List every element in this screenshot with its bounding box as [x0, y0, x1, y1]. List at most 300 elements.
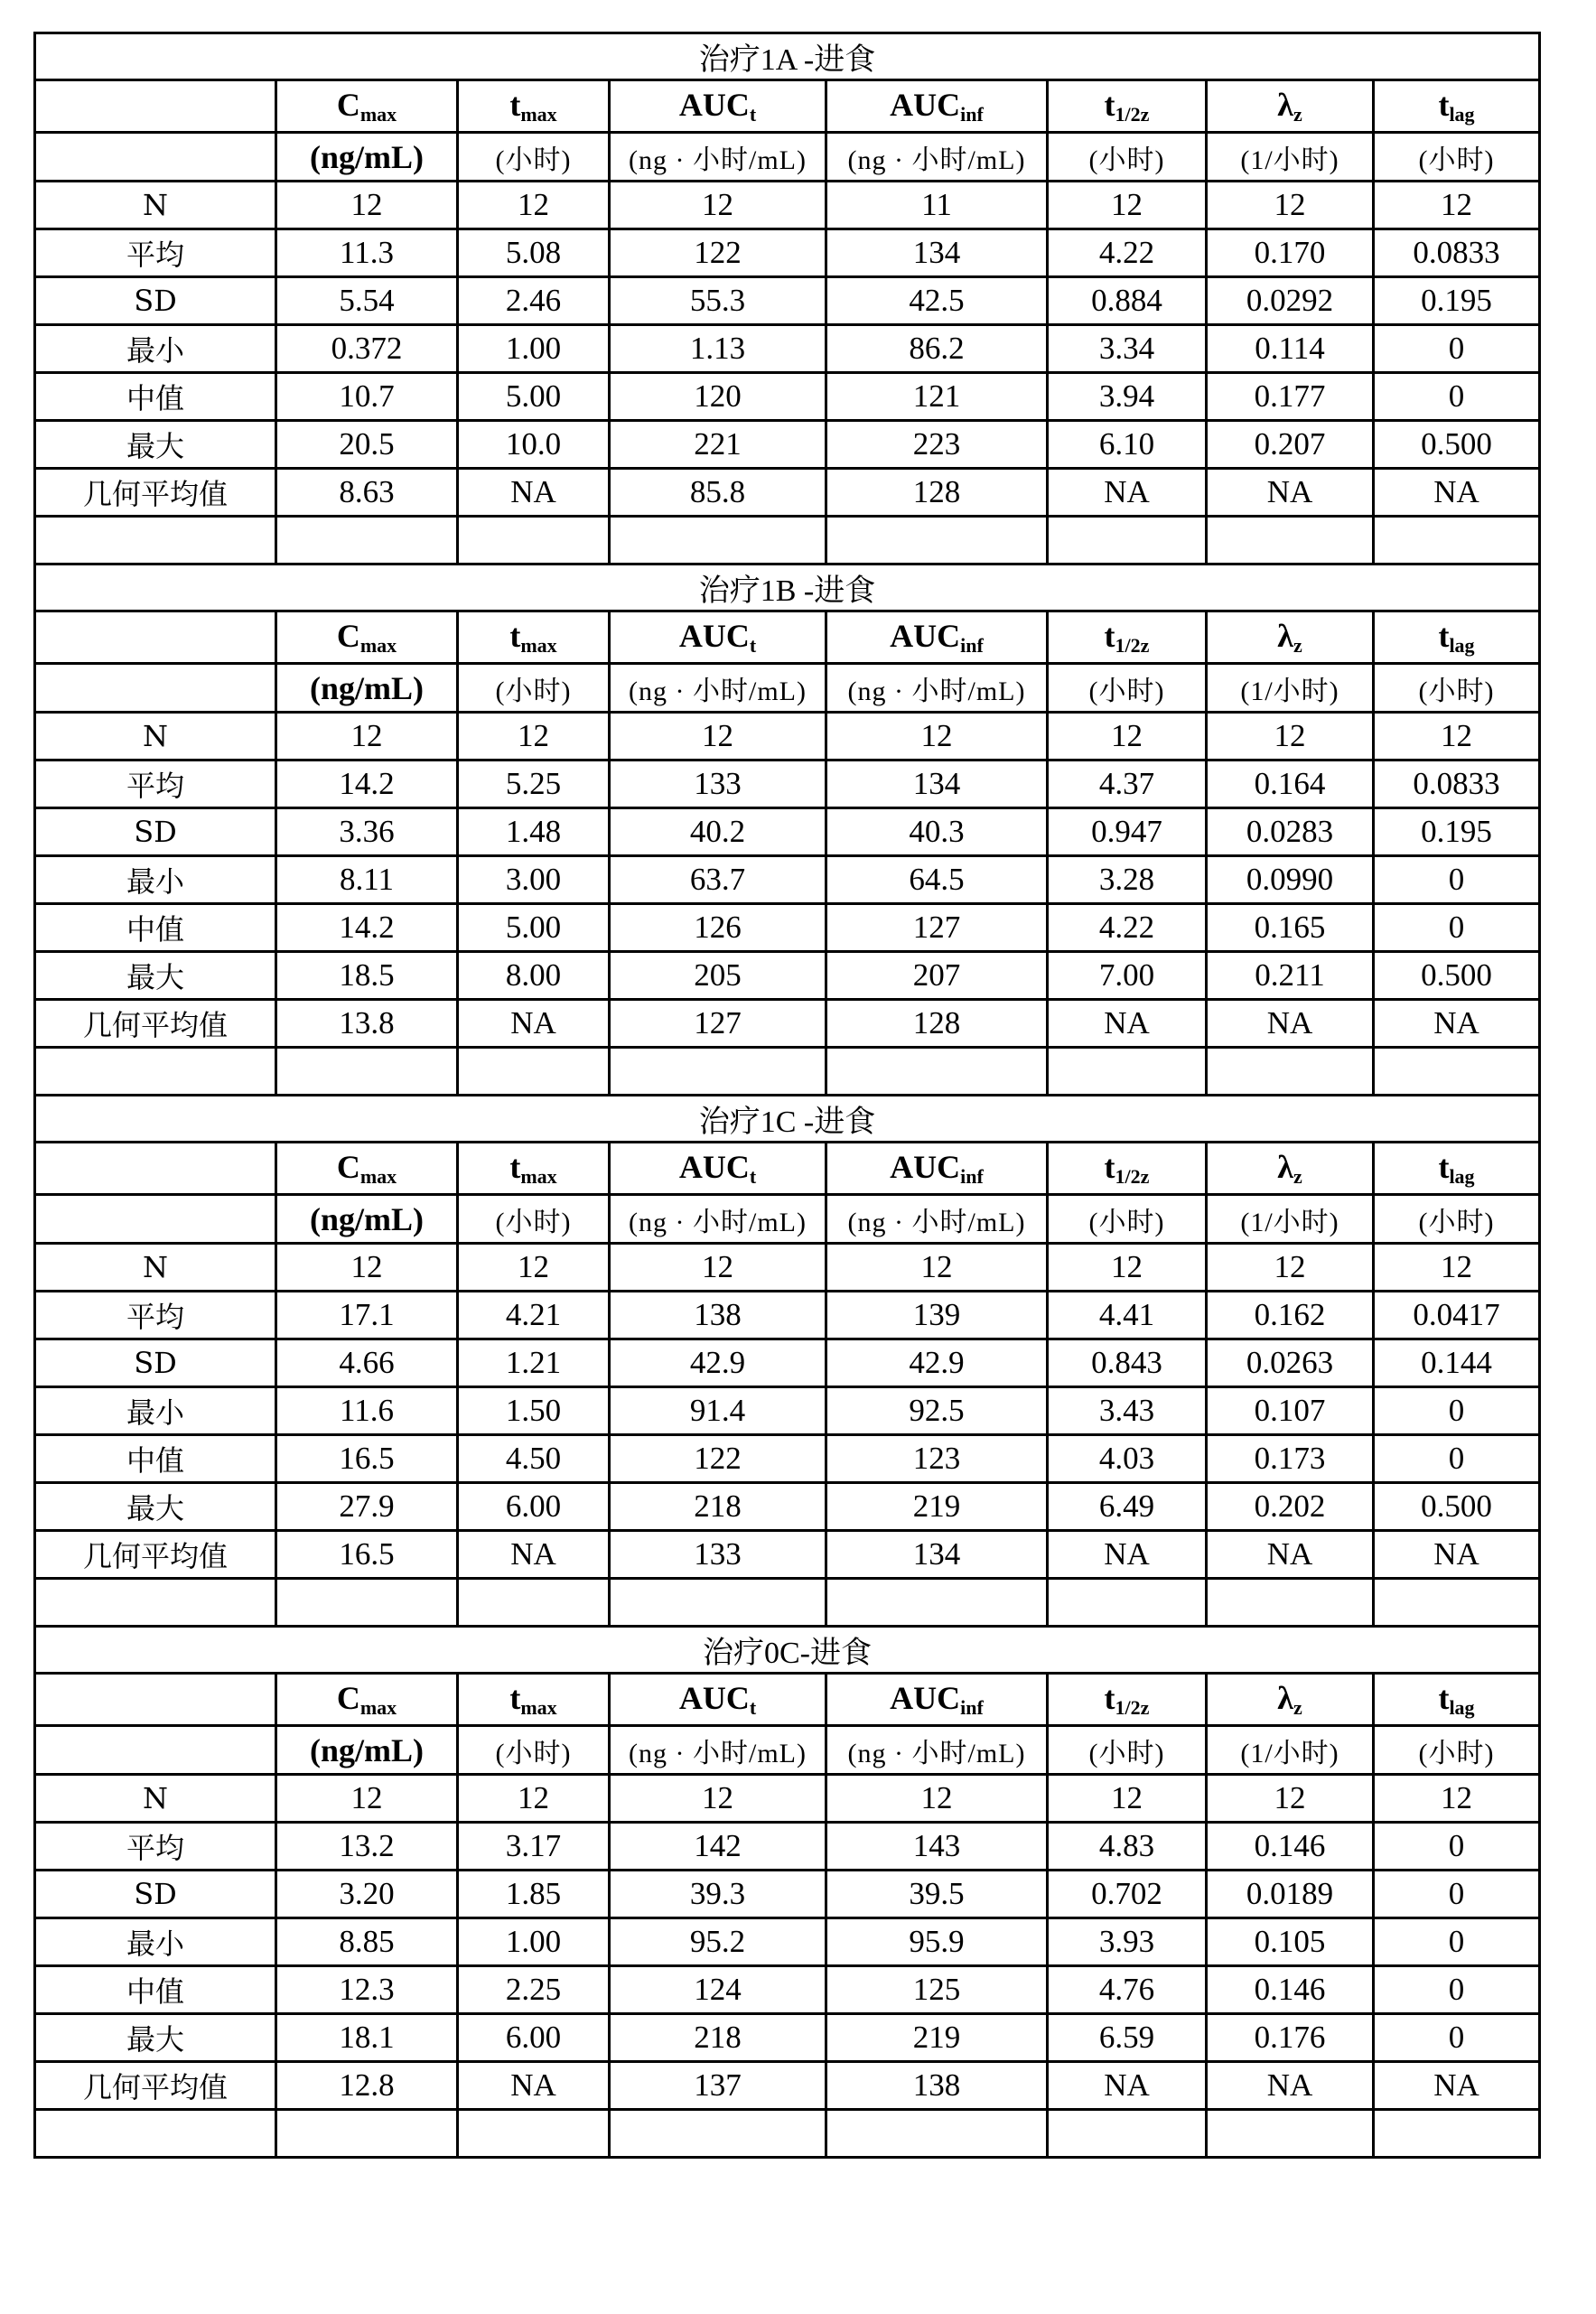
data-cell: 95.9 — [826, 1918, 1048, 1966]
column-header-subscript: lag — [1449, 103, 1475, 126]
treatment-title: 治疗1C -进食 — [35, 1096, 1540, 1143]
column-header-subscript: z — [1293, 1165, 1302, 1188]
data-cell: 0.146 — [1207, 1823, 1374, 1871]
row-label: 最小 — [35, 325, 276, 373]
table-row — [35, 373, 1540, 421]
column-header-subscript: max — [359, 634, 397, 657]
data-cell: 0.177 — [1207, 373, 1374, 421]
data-cell: 8.11 — [276, 856, 458, 904]
data-cell: 18.5 — [276, 952, 458, 1000]
block-title-row — [35, 565, 1540, 611]
data-cell: 4.76 — [1048, 1966, 1207, 2014]
data-cell: 1.00 — [458, 1918, 610, 1966]
column-header — [276, 80, 458, 133]
column-header-subscript: max — [520, 103, 557, 126]
data-cell: 92.5 — [826, 1387, 1048, 1435]
row-label: 中值 — [35, 1435, 276, 1483]
table-row — [35, 229, 1540, 277]
data-cell: 2.25 — [458, 1966, 610, 2014]
data-cell: 42.9 — [826, 1339, 1048, 1387]
empty-cell — [276, 517, 458, 565]
empty-cell — [610, 517, 826, 565]
treatment-title: 治疗1B -进食 — [35, 565, 1540, 611]
column-header — [458, 1143, 610, 1195]
column-header-main: AUC — [678, 87, 750, 123]
table-row — [35, 182, 1540, 229]
data-cell: 3.36 — [276, 808, 458, 856]
data-cell: 123 — [826, 1435, 1048, 1483]
data-cell: 221 — [610, 421, 826, 469]
empty-cell — [1048, 1048, 1207, 1096]
table-row — [35, 1435, 1540, 1483]
data-cell: 0.195 — [1374, 277, 1540, 325]
data-cell: 12 — [610, 713, 826, 760]
column-header — [1048, 611, 1207, 664]
data-cell: 8.63 — [276, 469, 458, 517]
column-header-main: λ — [1277, 87, 1293, 123]
header-corner-cell — [35, 80, 276, 133]
data-cell: 0.195 — [1374, 808, 1540, 856]
unit-cell: (1/小时) — [1207, 1195, 1374, 1244]
data-cell: 4.37 — [1048, 760, 1207, 808]
data-cell: 64.5 — [826, 856, 1048, 904]
data-cell: 0 — [1374, 1823, 1540, 1871]
data-cell: 0 — [1374, 1387, 1540, 1435]
unit-cell: (小时) — [1048, 1726, 1207, 1775]
data-cell: 91.4 — [610, 1387, 826, 1435]
data-cell: 12 — [610, 1775, 826, 1823]
data-cell: NA — [458, 1000, 610, 1048]
unit-cell: (小时) — [1374, 664, 1540, 713]
data-cell: 12 — [276, 1775, 458, 1823]
unit-cell: (小时) — [1374, 1726, 1540, 1775]
column-header-row — [35, 1143, 1540, 1195]
unit-cell: (小时) — [458, 664, 610, 713]
data-cell: 0.500 — [1374, 421, 1540, 469]
column-header-main: t — [509, 618, 521, 654]
row-label: 几何平均值 — [35, 469, 276, 517]
unit-cell: (ng · 小时/mL) — [610, 133, 826, 182]
data-cell: 133 — [610, 760, 826, 808]
data-cell: 143 — [826, 1823, 1048, 1871]
data-cell: 12 — [458, 182, 610, 229]
data-cell: 6.00 — [458, 2014, 610, 2062]
data-cell: 12 — [1374, 182, 1540, 229]
data-cell: 138 — [610, 1292, 826, 1339]
data-cell: 12 — [1374, 1244, 1540, 1292]
data-cell: NA — [1048, 1000, 1207, 1048]
table-row — [35, 1918, 1540, 1966]
data-cell: 0.202 — [1207, 1483, 1374, 1531]
data-cell: 134 — [826, 760, 1048, 808]
data-cell: 0 — [1374, 373, 1540, 421]
column-header-subscript: t — [749, 634, 757, 657]
data-cell: 16.5 — [276, 1435, 458, 1483]
row-label: 平均 — [35, 229, 276, 277]
column-header-main: C — [336, 618, 360, 654]
row-label: 最大 — [35, 2014, 276, 2062]
column-header-subscript: inf — [960, 634, 984, 657]
data-cell: 10.7 — [276, 373, 458, 421]
data-cell: 0.176 — [1207, 2014, 1374, 2062]
table-row — [35, 760, 1540, 808]
unit-cell: (ng · 小时/mL) — [610, 1726, 826, 1775]
column-header-main: C — [336, 1149, 360, 1185]
data-cell: 12.3 — [276, 1966, 458, 2014]
block-title-row — [35, 1627, 1540, 1674]
empty-cell — [458, 1048, 610, 1096]
table-row — [35, 1292, 1540, 1339]
data-cell: 11.6 — [276, 1387, 458, 1435]
empty-cell — [1374, 1048, 1540, 1096]
blank-row — [35, 517, 1540, 565]
table-row — [35, 325, 1540, 373]
empty-cell — [276, 2110, 458, 2158]
column-header — [1048, 1143, 1207, 1195]
data-cell: 125 — [826, 1966, 1048, 2014]
data-cell: 0.0263 — [1207, 1339, 1374, 1387]
column-header-main: AUC — [890, 618, 961, 654]
column-header-subscript: inf — [960, 103, 984, 126]
column-header-main: AUC — [890, 1680, 961, 1716]
data-cell: NA — [1048, 1531, 1207, 1579]
empty-cell — [1048, 1579, 1207, 1627]
data-cell: NA — [1048, 2062, 1207, 2110]
data-cell: 3.00 — [458, 856, 610, 904]
column-header — [1048, 1674, 1207, 1726]
column-header-subscript: 1/2z — [1115, 1165, 1150, 1188]
empty-cell — [1374, 517, 1540, 565]
data-cell: 124 — [610, 1966, 826, 2014]
data-cell: 13.2 — [276, 1823, 458, 1871]
data-cell: 4.21 — [458, 1292, 610, 1339]
row-label: N — [35, 1244, 276, 1292]
units-row — [35, 133, 1540, 182]
data-cell: 1.21 — [458, 1339, 610, 1387]
column-header-main: C — [336, 1680, 360, 1716]
column-header-subscript: t — [749, 1696, 757, 1719]
empty-cell — [826, 2110, 1048, 2158]
row-label: 最小 — [35, 1387, 276, 1435]
data-cell: 86.2 — [826, 325, 1048, 373]
column-header-subscript: max — [359, 1696, 397, 1719]
data-cell: 5.08 — [458, 229, 610, 277]
column-header-main: t — [1104, 618, 1115, 654]
data-cell: 63.7 — [610, 856, 826, 904]
data-cell: 3.43 — [1048, 1387, 1207, 1435]
data-cell: 0 — [1374, 2014, 1540, 2062]
data-cell: 0.170 — [1207, 229, 1374, 277]
unit-cell: (小时) — [1374, 1195, 1540, 1244]
table-row — [35, 421, 1540, 469]
table-row — [35, 713, 1540, 760]
unit-cell: (ng · 小时/mL) — [826, 664, 1048, 713]
column-header — [610, 1143, 826, 1195]
data-cell: 4.83 — [1048, 1823, 1207, 1871]
data-cell: 8.85 — [276, 1918, 458, 1966]
column-header-row — [35, 611, 1540, 664]
column-header — [826, 611, 1048, 664]
data-cell: 0.162 — [1207, 1292, 1374, 1339]
data-cell: 0.173 — [1207, 1435, 1374, 1483]
data-cell: 218 — [610, 1483, 826, 1531]
blank-row — [35, 1048, 1540, 1096]
data-cell: 133 — [610, 1531, 826, 1579]
data-cell: 5.54 — [276, 277, 458, 325]
unit-cell: (小时) — [1374, 133, 1540, 182]
data-cell: 3.28 — [1048, 856, 1207, 904]
data-cell: NA — [458, 469, 610, 517]
data-cell: 11 — [826, 182, 1048, 229]
data-cell: NA — [1374, 1531, 1540, 1579]
data-cell: 0.165 — [1207, 904, 1374, 952]
data-cell: 95.2 — [610, 1918, 826, 1966]
data-cell: 13.8 — [276, 1000, 458, 1048]
data-cell: NA — [1374, 469, 1540, 517]
column-header-subscript: 1/2z — [1115, 1696, 1150, 1719]
empty-cell — [1048, 2110, 1207, 2158]
table-row — [35, 1823, 1540, 1871]
column-header — [458, 611, 610, 664]
column-header-subscript: max — [520, 634, 557, 657]
data-cell: 4.22 — [1048, 904, 1207, 952]
column-header-subscript: max — [359, 103, 397, 126]
unit-cell: (小时) — [1048, 133, 1207, 182]
column-header — [610, 611, 826, 664]
table-row — [35, 2014, 1540, 2062]
empty-cell — [610, 1579, 826, 1627]
data-cell: 122 — [610, 1435, 826, 1483]
data-cell: 0.114 — [1207, 325, 1374, 373]
data-cell: 16.5 — [276, 1531, 458, 1579]
blank-row — [35, 1579, 1540, 1627]
column-header-subscript: z — [1293, 1696, 1302, 1719]
row-label: 最小 — [35, 856, 276, 904]
column-header-main: t — [509, 1149, 521, 1185]
column-header-main: AUC — [890, 87, 961, 123]
data-cell: 39.3 — [610, 1871, 826, 1918]
column-header-main: t — [1438, 618, 1450, 654]
data-cell: 0.0189 — [1207, 1871, 1374, 1918]
data-cell: 0 — [1374, 904, 1540, 952]
unit-cell: (1/小时) — [1207, 664, 1374, 713]
data-cell: 0.144 — [1374, 1339, 1540, 1387]
column-header — [610, 1674, 826, 1726]
empty-cell — [35, 517, 276, 565]
table-row — [35, 469, 1540, 517]
data-cell: 0.105 — [1207, 1918, 1374, 1966]
units-row — [35, 1195, 1540, 1244]
data-cell: 0.0292 — [1207, 277, 1374, 325]
data-cell: 5.25 — [458, 760, 610, 808]
units-corner-cell — [35, 1195, 276, 1244]
table-row — [35, 1000, 1540, 1048]
empty-cell — [1207, 2110, 1374, 2158]
data-cell: 12 — [276, 713, 458, 760]
data-cell: 0.107 — [1207, 1387, 1374, 1435]
units-corner-cell — [35, 1726, 276, 1775]
data-cell: 0.164 — [1207, 760, 1374, 808]
column-header-main: t — [509, 87, 521, 123]
data-cell: 12 — [826, 1244, 1048, 1292]
row-label: 最大 — [35, 1483, 276, 1531]
data-cell: 12 — [458, 1775, 610, 1823]
data-cell: 3.20 — [276, 1871, 458, 1918]
column-header-subscript: inf — [960, 1165, 984, 1188]
unit-cell: (1/小时) — [1207, 133, 1374, 182]
unit-cell: (ng/mL) — [276, 1195, 458, 1244]
column-header-main: t — [1104, 1680, 1115, 1716]
data-cell: 205 — [610, 952, 826, 1000]
data-cell: 4.22 — [1048, 229, 1207, 277]
table-row — [35, 1775, 1540, 1823]
data-cell: 139 — [826, 1292, 1048, 1339]
empty-cell — [1374, 2110, 1540, 2158]
table-row — [35, 277, 1540, 325]
empty-cell — [276, 1048, 458, 1096]
column-header — [458, 1674, 610, 1726]
table-row — [35, 1339, 1540, 1387]
blank-row — [35, 2110, 1540, 2158]
data-cell: 3.34 — [1048, 325, 1207, 373]
data-cell: 12 — [1207, 1244, 1374, 1292]
treatment-title: 治疗1A -进食 — [35, 33, 1540, 80]
column-header-main: C — [336, 87, 360, 123]
data-cell: NA — [1374, 1000, 1540, 1048]
column-header-main: AUC — [890, 1149, 961, 1185]
column-header — [276, 1674, 458, 1726]
row-label: SD — [35, 277, 276, 325]
data-cell: 4.03 — [1048, 1435, 1207, 1483]
data-cell: 1.13 — [610, 325, 826, 373]
data-cell: 137 — [610, 2062, 826, 2110]
unit-cell: (小时) — [458, 1195, 610, 1244]
column-header-main: λ — [1277, 618, 1293, 654]
data-cell: 4.66 — [276, 1339, 458, 1387]
data-cell: 18.1 — [276, 2014, 458, 2062]
unit-cell: (ng · 小时/mL) — [826, 1726, 1048, 1775]
pk-parameters-table — [33, 32, 1541, 2159]
data-cell: 40.2 — [610, 808, 826, 856]
data-cell: NA — [1207, 2062, 1374, 2110]
empty-cell — [458, 517, 610, 565]
data-cell: 12 — [1207, 182, 1374, 229]
data-cell: 0.146 — [1207, 1966, 1374, 2014]
data-cell: 0.500 — [1374, 1483, 1540, 1531]
empty-cell — [826, 517, 1048, 565]
data-cell: 12 — [1374, 713, 1540, 760]
units-row — [35, 1726, 1540, 1775]
data-cell: 20.5 — [276, 421, 458, 469]
unit-cell: (ng · 小时/mL) — [826, 1195, 1048, 1244]
empty-cell — [826, 1048, 1048, 1096]
empty-cell — [35, 1579, 276, 1627]
data-cell: 142 — [610, 1823, 826, 1871]
data-cell: 12 — [1048, 1244, 1207, 1292]
data-cell: 12 — [826, 713, 1048, 760]
data-cell: 12 — [276, 1244, 458, 1292]
row-label: SD — [35, 808, 276, 856]
data-cell: 6.59 — [1048, 2014, 1207, 2062]
data-cell: 5.00 — [458, 904, 610, 952]
column-header-main: t — [1104, 1149, 1115, 1185]
row-label: 平均 — [35, 1292, 276, 1339]
data-cell: 120 — [610, 373, 826, 421]
unit-cell: (ng/mL) — [276, 133, 458, 182]
data-cell: 1.00 — [458, 325, 610, 373]
column-header — [276, 611, 458, 664]
data-cell: 0 — [1374, 1918, 1540, 1966]
header-corner-cell — [35, 1674, 276, 1726]
row-label: 最大 — [35, 952, 276, 1000]
data-cell: 8.00 — [458, 952, 610, 1000]
data-cell: 12 — [458, 713, 610, 760]
block-title-row — [35, 33, 1540, 80]
units-row — [35, 664, 1540, 713]
row-label: N — [35, 713, 276, 760]
data-cell: NA — [458, 1531, 610, 1579]
data-cell: 3.94 — [1048, 373, 1207, 421]
column-header — [1374, 80, 1540, 133]
data-cell: 12 — [276, 182, 458, 229]
unit-cell: (小时) — [458, 1726, 610, 1775]
data-cell: 127 — [610, 1000, 826, 1048]
data-cell: 0.0990 — [1207, 856, 1374, 904]
column-header-row — [35, 80, 1540, 133]
column-header-subscript: t — [749, 1165, 757, 1188]
data-cell: 0.0283 — [1207, 808, 1374, 856]
data-cell: NA — [1207, 1531, 1374, 1579]
data-cell: 0.372 — [276, 325, 458, 373]
data-cell: 12 — [458, 1244, 610, 1292]
row-label: 最小 — [35, 1918, 276, 1966]
data-cell: 0.0833 — [1374, 229, 1540, 277]
data-cell: 0.0417 — [1374, 1292, 1540, 1339]
row-label: 最大 — [35, 421, 276, 469]
data-cell: 12 — [1048, 182, 1207, 229]
data-cell: 42.9 — [610, 1339, 826, 1387]
unit-cell: (1/小时) — [1207, 1726, 1374, 1775]
column-header-subscript: max — [359, 1165, 397, 1188]
empty-cell — [1207, 517, 1374, 565]
data-cell: 0.0833 — [1374, 760, 1540, 808]
column-header-subscript: z — [1293, 634, 1302, 657]
unit-cell: (ng · 小时/mL) — [610, 664, 826, 713]
column-header-subscript: t — [749, 103, 757, 126]
row-label: SD — [35, 1339, 276, 1387]
row-label: N — [35, 1775, 276, 1823]
units-corner-cell — [35, 664, 276, 713]
row-label: 平均 — [35, 760, 276, 808]
row-label: SD — [35, 1871, 276, 1918]
empty-cell — [276, 1579, 458, 1627]
column-header — [1207, 1143, 1374, 1195]
column-header — [826, 80, 1048, 133]
data-cell: 12 — [1048, 1775, 1207, 1823]
column-header-main: λ — [1277, 1149, 1293, 1185]
column-header-subscript: max — [520, 1696, 557, 1719]
unit-cell: (小时) — [458, 133, 610, 182]
empty-cell — [826, 1579, 1048, 1627]
data-cell: 1.85 — [458, 1871, 610, 1918]
data-cell: 12 — [1207, 713, 1374, 760]
pk-parameters-document — [33, 32, 1538, 2159]
unit-cell: (ng · 小时/mL) — [610, 1195, 826, 1244]
data-cell: 126 — [610, 904, 826, 952]
data-cell: 0 — [1374, 1966, 1540, 2014]
data-cell: 14.2 — [276, 904, 458, 952]
data-cell: 128 — [826, 469, 1048, 517]
